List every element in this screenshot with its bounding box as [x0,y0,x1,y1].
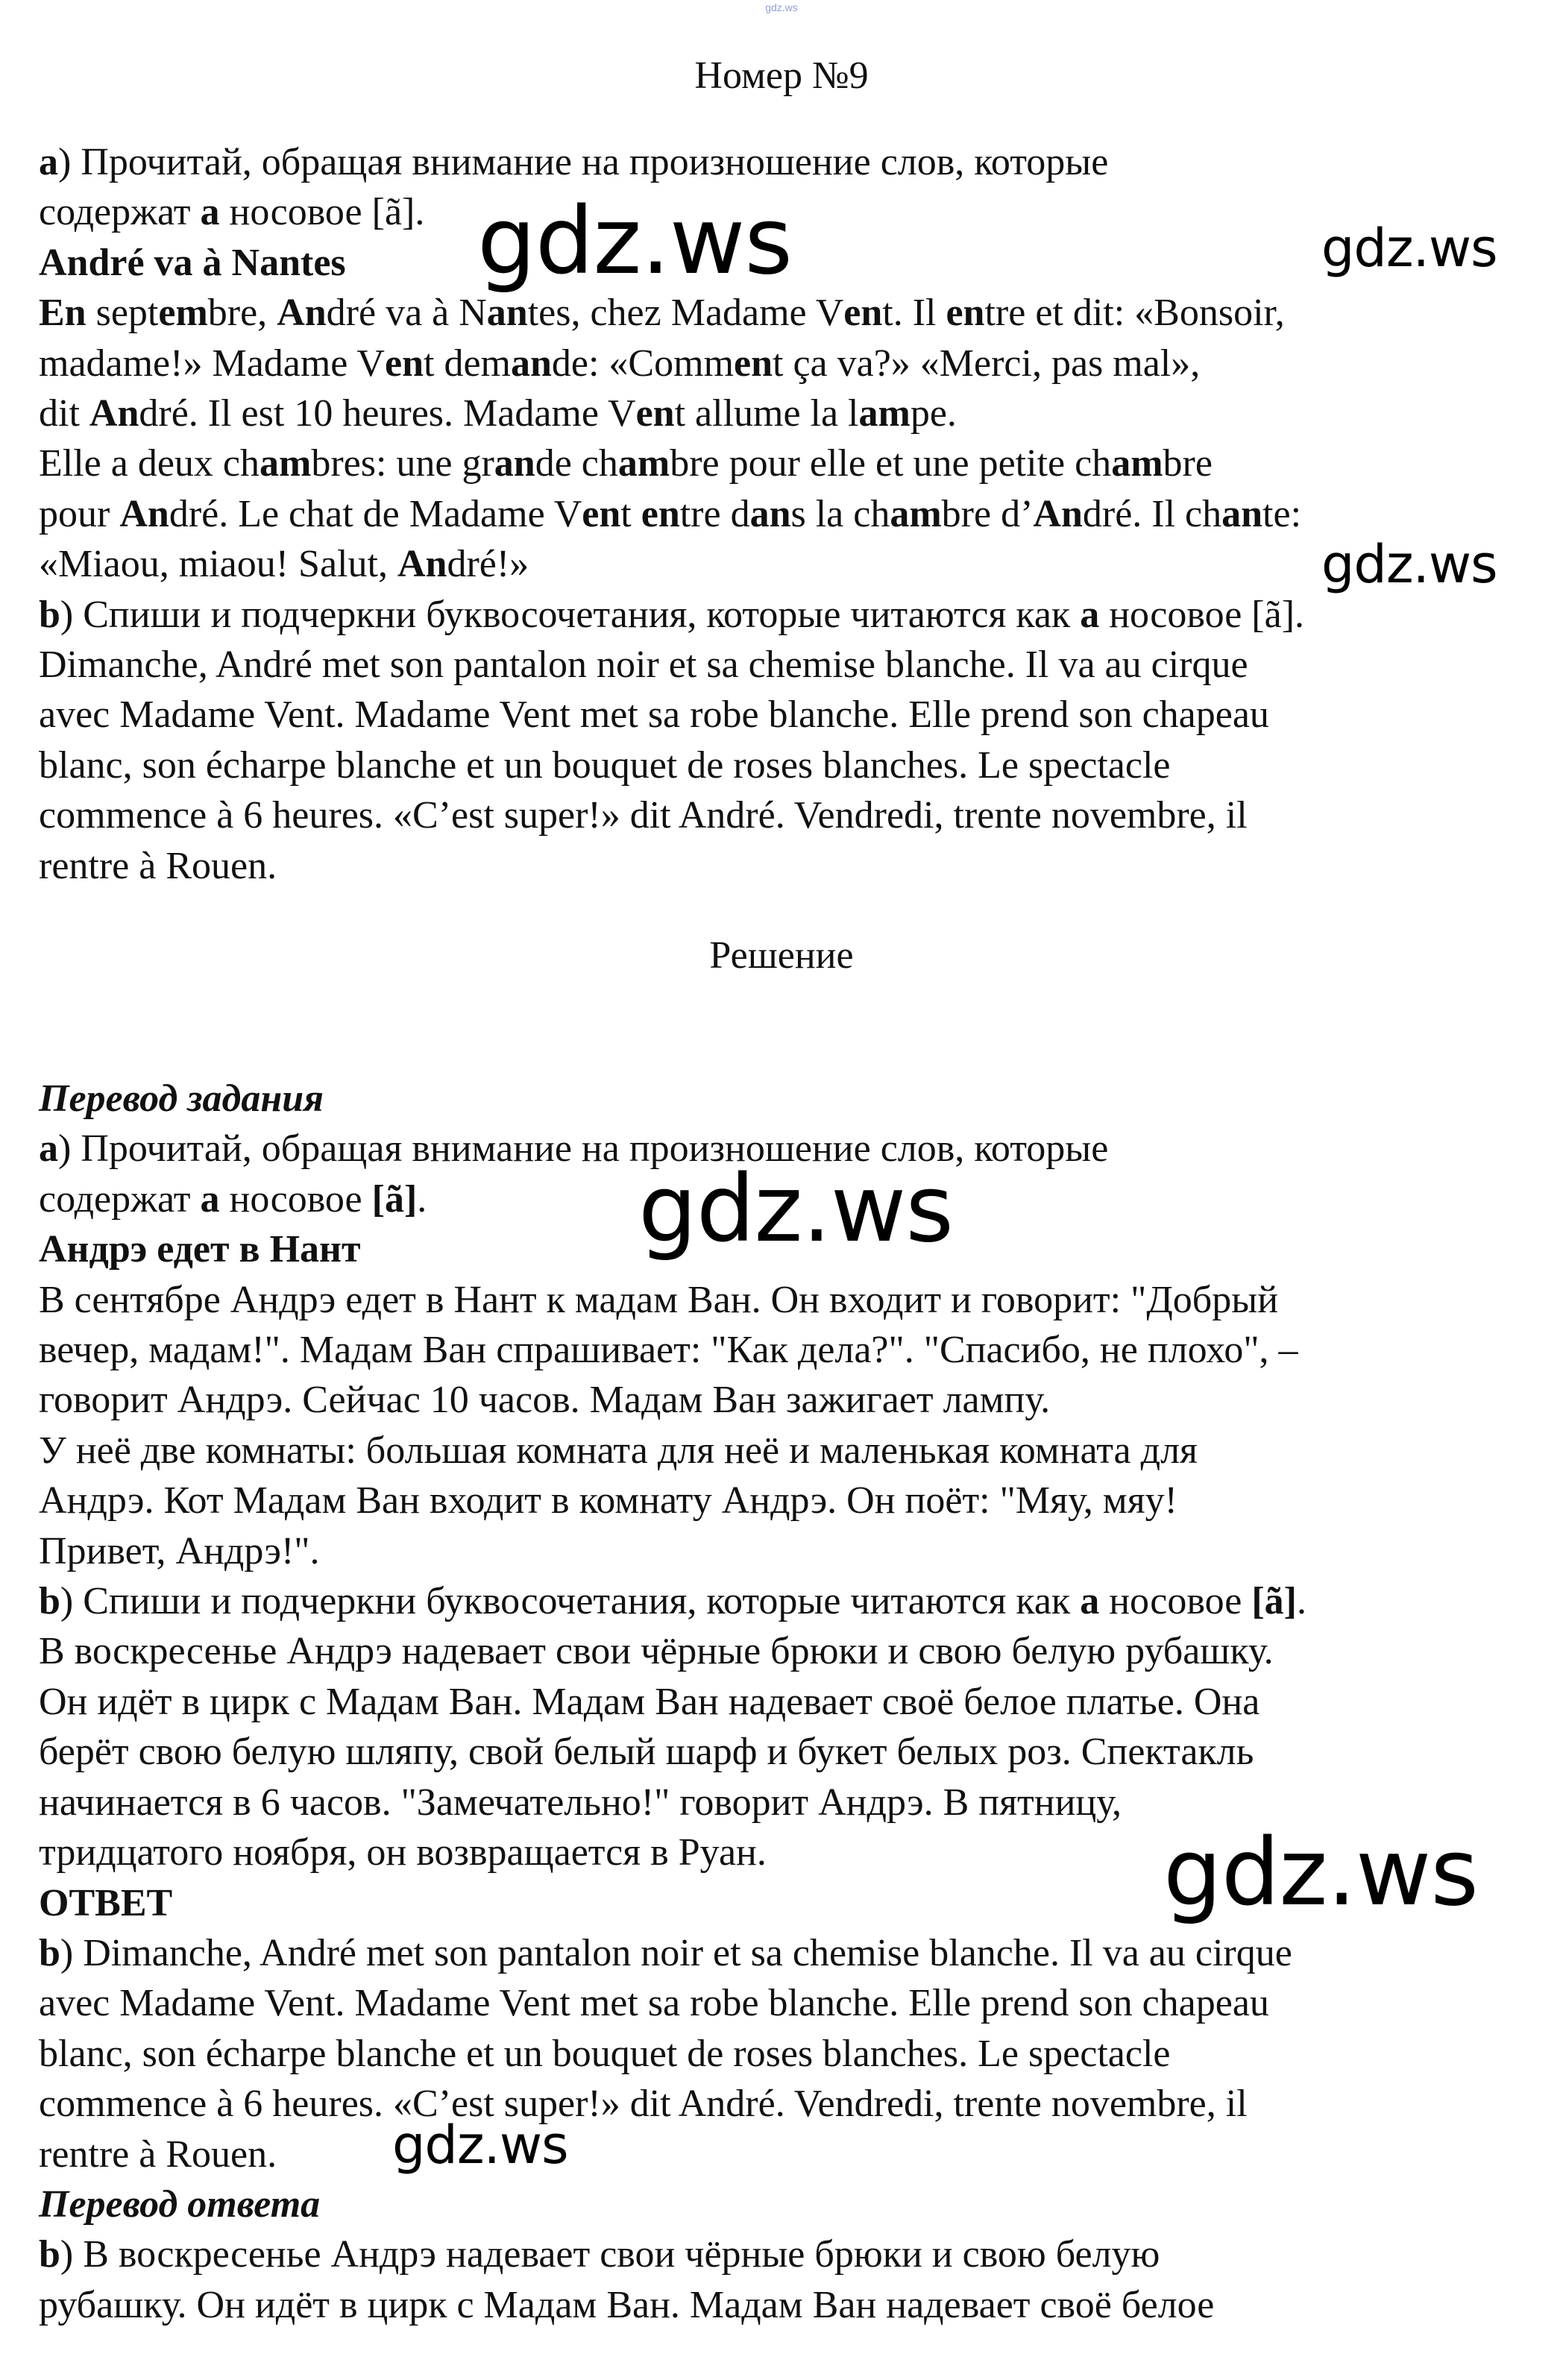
task-b-text-1: Dimanche, André met son pantalon noir et sa chemise blanche. Il va au cirque [39,643,1248,687]
translation-b-text-5: тридцатого ноября, он возвращается в Руан. [39,1831,767,1874]
solution-title: Решение [709,934,854,977]
nasal-a-letters: am [858,392,911,435]
text-run: pour [39,492,120,535]
nasal-a-letters: en [635,392,675,435]
story-line-5 [39,489,1530,539]
answer-heading: ОТВЕТ [39,1881,173,1924]
watermark-6: gdz.ws [392,2115,568,2176]
task-a-line2: содержат a носовое [ã]. [39,191,425,234]
watermark-1: gdz.ws [477,188,792,295]
task-b-line: b) Спиши и подчеркни буквосочетания, которые читаются как a носовое [ã]. [39,593,1305,636]
story-line-3 [39,388,1530,438]
answer-translation-line-2: рубашку. Он идёт в цирк с Мадам Ван. Мадам Ван надевает своё белое [39,2283,1215,2326]
story-line-1 [39,288,1530,338]
translation-b-text-3: берёт свою белую шляпу, свой белый шарф и букет белых роз. Спектакль [39,1731,1254,1774]
translation-line-5: Андрэ. Кот Мадам Ван входит в комнату Андрэ. Он поёт: "Мяу, мяу! [39,1479,1177,1523]
text-run: Elle a deux ch [39,442,260,485]
nasal-a-letters: am [617,442,670,485]
answer-translation-line-1: b) В воскресенье Андрэ надевает свои чёрные брюки и свою белую [39,2233,1160,2276]
nasal-a-letters: an [749,492,791,535]
text-run: tes, chez Madame V [527,292,844,335]
task-b-text-4: commence à 6 heures. «C’est super!» dit André. Vendredi, trente novembre, il [39,794,1248,837]
nasal-a-letters: en [641,492,680,535]
text-run: s la ch [790,492,890,535]
text-run: tre d [679,492,750,535]
text-run: te: [1262,492,1302,535]
text-run: bre d’ [941,492,1034,535]
text-run: madame!» Madame V [39,341,385,385]
nasal-a-letters: An [1033,492,1083,535]
translation-story-title: Андрэ едет в Нант [39,1228,361,1271]
translation-line-6: Привет, Андрэ!". [39,1529,320,1572]
text-run: t dem [424,341,511,385]
watermark-top: gdz.ws [765,1,798,13]
nasal-a-letters: An [397,543,447,586]
translation-a-line1: a) Прочитай, обращая внимание на произношение слов, которые [39,1127,1109,1171]
text-run: t [620,492,641,535]
nasal-a-letters: en [385,341,424,385]
translation-b-text-1: В воскресенье Андрэ надевает свои чёрные брюки и свою белую рубашку. [39,1630,1274,1673]
translation-b-line: b) Спиши и подчеркни буквосочетания, которые читаются как a носовое [ã]. [39,1580,1306,1623]
task-a-line1: a) Прочитай, обращая внимание на произношение слов, которые [39,141,1109,183]
page-title: Номер №9 [694,54,869,97]
text-run: dré!» [447,543,529,586]
story-line-6 [39,534,1530,595]
text-run: bre [1163,442,1213,485]
nasal-a-letters: en [946,292,985,335]
text-run: bre pour elle et une petite ch [670,442,1112,485]
nasal-a-letters: an [486,292,528,335]
nasal-a-letters: an [510,341,552,385]
nasal-a-letters: en [843,292,883,335]
answer-line-2: avec Madame Vent. Madame Vent met sa robe blanche. Elle prend son chapeau [39,1982,1269,2025]
translation-heading: Перевод задания [39,1077,324,1120]
text-run: dré. Il est 10 heures. Madame V [139,392,636,435]
answer-line-3: blanc, son écharpe blanche et un bouquet de roses blanches. Le spectacle [39,2032,1171,2075]
story-line-2 [39,339,1530,388]
nasal-a-letters: en [734,341,773,385]
translation-line-1: В сентябре Андрэ едет в Нант к мадам Ван. Он входит и говорит: "Добрый [39,1278,1279,1321]
text-run: dré. Le chat de Madame V [169,492,582,535]
translation-b-text-4: начинается в 6 часов. "Замечательно!" говорит Андрэ. В пятницу, [39,1781,1122,1824]
text-run: t ça va?» «Merci, pas mal», [773,341,1201,385]
nasal-a-letters: an [494,442,535,485]
text-run: pe. [910,392,957,435]
text-run: de: «Comm [551,341,735,385]
text-run: t allume la l [674,392,859,435]
answer-line-1: b) Dimanche, André met son pantalon noir et sa chemise blanche. Il va au cirque [39,1931,1292,1974]
translation-line-2: вечер, мадам!". Мадам Ван спрашивает: "Как дела?". "Спасибо, не плохо", – [39,1329,1298,1372]
nasal-a-letters: An [89,392,139,435]
nasal-a-letters: em [158,292,208,335]
nasal-a-letters: en [582,492,621,535]
text-run: t. Il [882,292,946,335]
text-run: dré. Il ch [1082,492,1222,535]
text-run: dit [39,392,89,435]
nasal-a-letters: En [39,292,87,335]
text-run: tre et dit: «Bonsoir, [984,292,1285,335]
text-run: sept [86,292,159,335]
text-run: de ch [535,442,618,485]
answer-translation-heading: Перевод ответа [39,2182,321,2226]
task-b-text-2: avec Madame Vent. Madame Vent met sa robe blanche. Elle prend son chapeau [39,693,1269,737]
nasal-a-letters: am [890,492,942,535]
nasal-a-letters: An [119,492,169,535]
translation-b-text-2: Он идёт в цирк с Мадам Ван. Мадам Ван надевает своё белое платье. Она [39,1680,1260,1723]
task-b-text-5: rentre à Rouen. [39,844,277,887]
story-line-4 [39,438,1530,488]
watermark-4: gdz.ws [638,1156,953,1263]
text-run: bres: une gr [311,442,494,485]
nasal-a-letters: am [259,442,312,485]
watermark-5: gdz.ws [1163,1819,1478,1927]
watermark-3: gdz.ws [1321,534,1497,595]
text-run: «Miaou, miaou! Salut, [39,543,397,586]
text-run: bre, [207,292,277,335]
task-b-text-3: blanc, son écharpe blanche et un bouquet de roses blanches. Le spectacle [39,743,1171,787]
watermark-2: gdz.ws [1321,218,1497,279]
nasal-a-letters: An [277,292,327,335]
story-title: André va à Nantes [39,241,346,284]
translation-line-4: У неё две комнаты: большая комната для неё и маленькая комната для [39,1429,1198,1472]
nasal-a-letters: an [1221,492,1263,535]
nasal-a-letters: am [1111,442,1163,485]
answer-line-5: rentre à Rouen. [39,2132,277,2176]
translation-a-line2: содержат a носовое [ã]. [39,1177,427,1221]
answer-line-4: commence à 6 heures. «C’est super!» dit André. Vendredi, trente novembre, il [39,2082,1248,2126]
text-run: dré va à N [326,292,487,335]
translation-line-3: говорит Андрэ. Сейчас 10 часов. Мадам Ван зажигает лампу. [39,1379,1051,1422]
